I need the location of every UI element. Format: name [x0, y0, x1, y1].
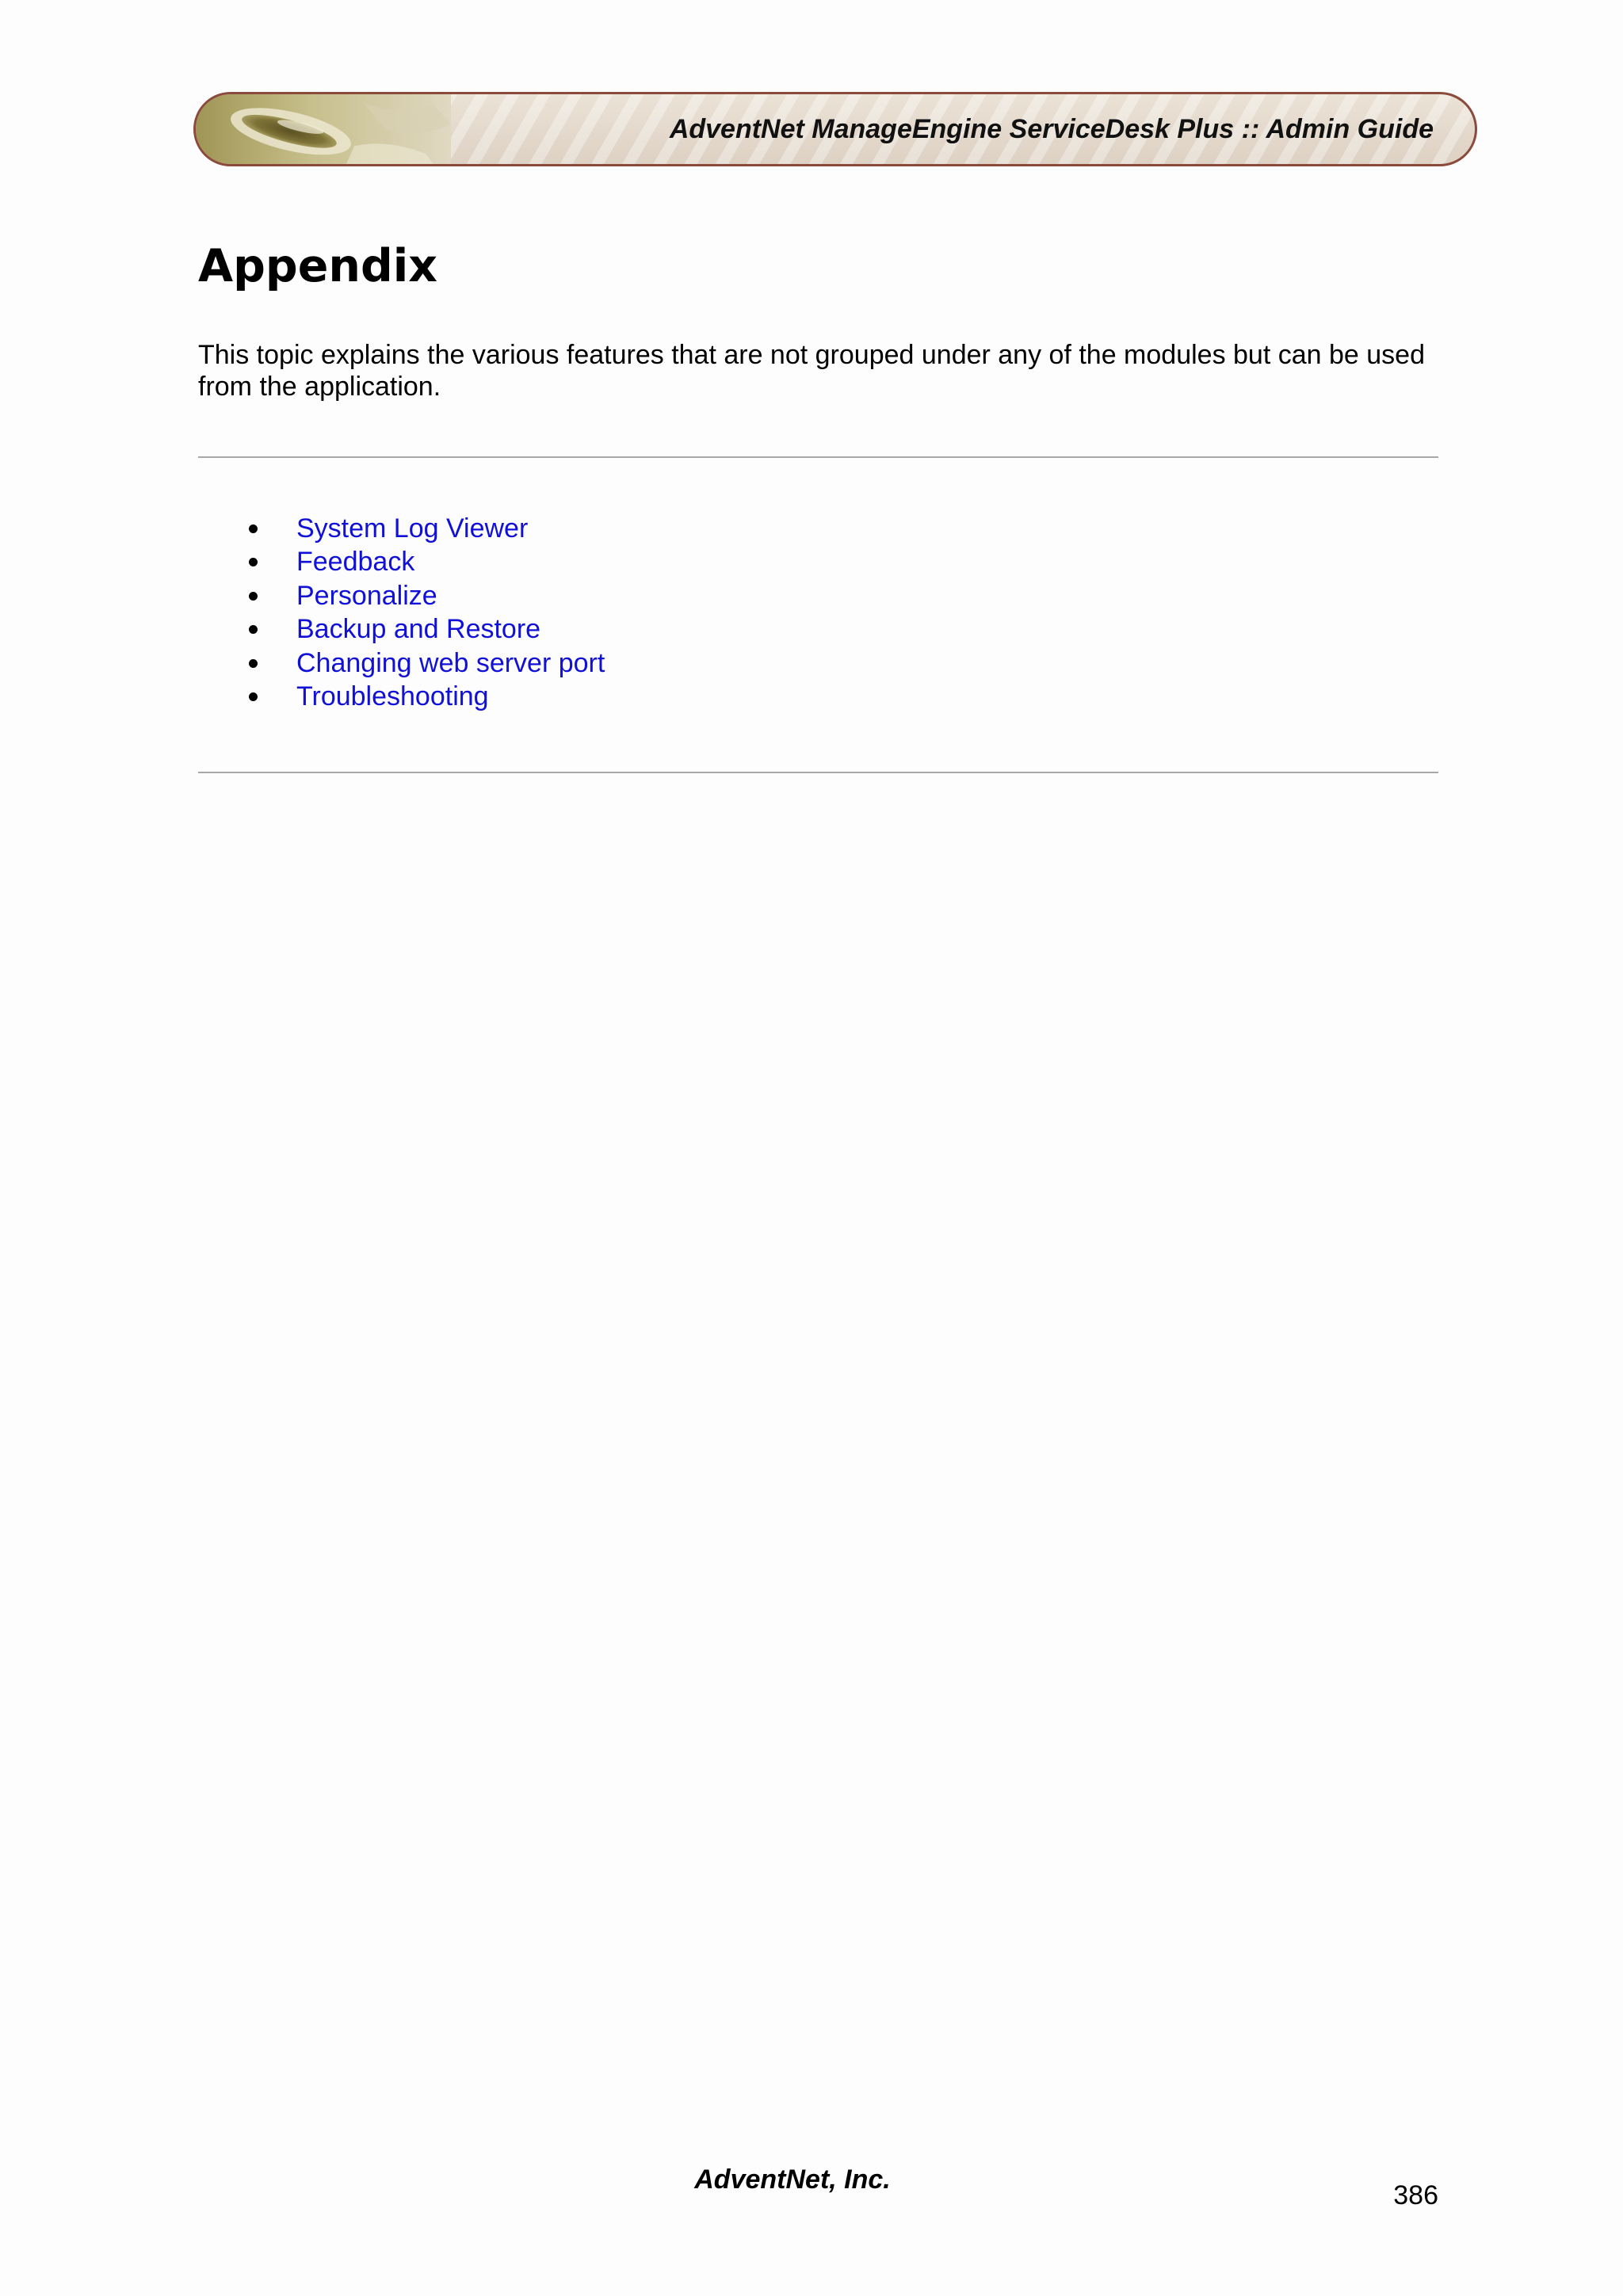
- link-troubleshooting[interactable]: Troubleshooting: [296, 681, 489, 711]
- page-title: Appendix: [198, 240, 438, 292]
- footer-company-name: AdventNet, Inc.: [694, 2164, 891, 2195]
- link-changing-web-server-port[interactable]: Changing web server port: [296, 647, 605, 678]
- bottom-divider: [198, 772, 1438, 773]
- list-item: [198, 646, 605, 680]
- header-banner: [193, 92, 1477, 166]
- link-system-log-viewer[interactable]: System Log Viewer: [296, 513, 529, 543]
- bullet-icon: [249, 692, 258, 701]
- topic-list: [198, 512, 605, 713]
- link-personalize[interactable]: Personalize: [296, 580, 437, 611]
- bullet-icon: [249, 524, 258, 533]
- list-item: [198, 579, 605, 612]
- bullet-icon: [249, 625, 258, 634]
- intro-paragraph: This topic explains the various features that are not grouped under any of the modules but can be used from the application.: [198, 340, 1425, 402]
- list-item: [198, 612, 605, 646]
- link-feedback[interactable]: Feedback: [296, 547, 415, 578]
- header-decoration-image: [196, 94, 451, 164]
- bullet-icon: [249, 558, 258, 566]
- bullet-icon: [249, 659, 258, 668]
- bullet-icon: [249, 592, 258, 601]
- list-item: [198, 680, 605, 713]
- document-header-title: AdventNet ManageEngine ServiceDesk Plus :: Admin Guide: [669, 113, 1434, 144]
- page-number: 386: [1393, 2180, 1438, 2210]
- link-backup-and-restore[interactable]: Backup and Restore: [296, 614, 541, 645]
- list-item: [198, 512, 605, 545]
- top-divider: [198, 456, 1438, 458]
- list-item: [198, 545, 605, 578]
